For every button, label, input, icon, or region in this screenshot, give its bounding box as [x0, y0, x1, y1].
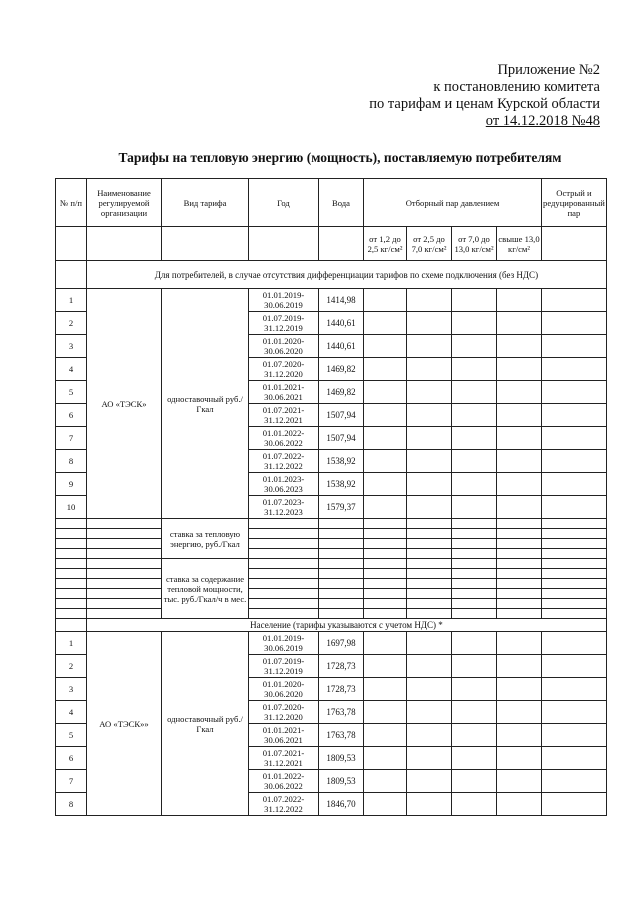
empty-cell [87, 579, 162, 589]
empty-cell [407, 450, 452, 473]
empty-cell [407, 539, 452, 549]
empty-cell [407, 381, 452, 404]
committee-name: по тарифам и ценам Курской области [369, 96, 600, 112]
subheader-empty [56, 227, 87, 261]
empty-cell [452, 450, 497, 473]
empty-cell [452, 747, 497, 770]
empty-cell [249, 519, 319, 529]
empty-cell [319, 539, 364, 549]
empty-cell [407, 427, 452, 450]
empty-cell [452, 559, 497, 569]
empty-cell [497, 529, 542, 539]
empty-cell [407, 589, 452, 599]
tariff-type: одноставочный руб./Гкал [162, 632, 249, 816]
empty-cell [364, 770, 407, 793]
empty-cell [497, 724, 542, 747]
col-header-year: Год [249, 179, 319, 227]
empty-cell [319, 579, 364, 589]
empty-cell [56, 569, 87, 579]
empty-cell [452, 529, 497, 539]
row-number: 7 [56, 770, 87, 793]
period: 01.01.2022-30.06.2022 [249, 427, 319, 450]
row-number: 5 [56, 381, 87, 404]
row-number: 8 [56, 793, 87, 816]
empty-cell [249, 559, 319, 569]
empty-cell [497, 450, 542, 473]
table-row [56, 589, 607, 599]
empty-cell [407, 724, 452, 747]
empty-cell [364, 589, 407, 599]
empty-cell [497, 770, 542, 793]
empty-cell [452, 358, 497, 381]
empty-cell [364, 289, 407, 312]
empty-cell [364, 793, 407, 816]
empty-cell [407, 655, 452, 678]
empty-cell [452, 312, 497, 335]
water-value: 1728,73 [319, 678, 364, 701]
empty-cell [364, 609, 407, 619]
empty-cell [542, 312, 607, 335]
empty-cell [407, 473, 452, 496]
empty-cell [407, 289, 452, 312]
table-row [56, 632, 607, 655]
resolution-ref: к постановлению комитета [433, 79, 600, 95]
empty-cell [56, 519, 87, 529]
empty-cell [364, 632, 407, 655]
row-number: 2 [56, 312, 87, 335]
table-row [56, 609, 607, 619]
empty-cell [319, 519, 364, 529]
empty-cell [56, 579, 87, 589]
table-row [56, 519, 607, 529]
empty-cell [319, 569, 364, 579]
empty-cell [364, 747, 407, 770]
empty-cell [542, 427, 607, 450]
empty-cell [452, 404, 497, 427]
empty-cell [497, 599, 542, 609]
empty-cell [249, 529, 319, 539]
empty-cell [249, 549, 319, 559]
empty-cell [407, 335, 452, 358]
document-header [300, 62, 600, 130]
appendix-label: Приложение №2 [497, 62, 600, 78]
org-name: АО «ТЭСК» [87, 289, 162, 519]
period: 01.07.2020-31.12.2020 [249, 358, 319, 381]
empty-cell [542, 559, 607, 569]
empty-cell [249, 589, 319, 599]
subheader-empty [87, 227, 162, 261]
empty-cell [364, 559, 407, 569]
empty-cell [319, 529, 364, 539]
col-header-steam: Отборный пар давлением [364, 179, 542, 227]
empty-cell [407, 579, 452, 589]
section-num-empty [56, 261, 87, 289]
empty-cell [407, 569, 452, 579]
empty-cell [249, 539, 319, 549]
col-header-water: Вода [319, 179, 364, 227]
empty-cell [407, 678, 452, 701]
empty-cell [542, 335, 607, 358]
empty-cell [407, 770, 452, 793]
resolution-date: от 14.12.2018 №48 [485, 113, 600, 129]
empty-cell [497, 559, 542, 569]
empty-cell [452, 589, 497, 599]
empty-cell [407, 701, 452, 724]
empty-cell [56, 529, 87, 539]
empty-cell [364, 496, 407, 519]
period: 01.01.2021-30.06.2021 [249, 381, 319, 404]
empty-cell [497, 632, 542, 655]
rate-capacity-label: ставка за содержание тепловой мощности, тыс. руб./Гкал/ч в мес. [162, 559, 249, 619]
empty-cell [497, 579, 542, 589]
empty-cell [364, 539, 407, 549]
empty-cell [542, 473, 607, 496]
empty-cell [542, 289, 607, 312]
table-row [56, 569, 607, 579]
empty-cell [542, 655, 607, 678]
empty-cell [249, 609, 319, 619]
empty-cell [452, 549, 497, 559]
row-number: 4 [56, 701, 87, 724]
empty-cell [407, 312, 452, 335]
empty-cell [87, 549, 162, 559]
empty-cell [542, 770, 607, 793]
col-header-org: Наименование регулируемой организации [87, 179, 162, 227]
col-header-live-steam: Острый и редуцированный пар [542, 179, 607, 227]
col-header-tariff-type: Вид тарифа [162, 179, 249, 227]
empty-cell [87, 569, 162, 579]
water-value: 1579,37 [319, 496, 364, 519]
empty-cell [364, 569, 407, 579]
empty-cell [364, 701, 407, 724]
tariff-type: одноставочный руб./Гкал [162, 289, 249, 519]
subheader-empty [319, 227, 364, 261]
empty-cell [56, 589, 87, 599]
empty-cell [497, 312, 542, 335]
empty-cell [452, 655, 497, 678]
empty-cell [497, 289, 542, 312]
empty-cell [542, 579, 607, 589]
empty-cell [364, 312, 407, 335]
empty-cell [452, 632, 497, 655]
water-value: 1763,78 [319, 701, 364, 724]
table-row [56, 529, 607, 539]
empty-cell [542, 701, 607, 724]
empty-cell [497, 549, 542, 559]
row-number: 1 [56, 289, 87, 312]
empty-cell [364, 724, 407, 747]
empty-cell [497, 473, 542, 496]
empty-cell [319, 609, 364, 619]
empty-cell [542, 529, 607, 539]
empty-cell [542, 358, 607, 381]
empty-cell [452, 579, 497, 589]
water-value: 1763,78 [319, 724, 364, 747]
section-num-empty [56, 619, 87, 632]
empty-cell [407, 358, 452, 381]
water-value: 1469,82 [319, 381, 364, 404]
empty-cell [452, 473, 497, 496]
empty-cell [407, 404, 452, 427]
water-value: 1809,53 [319, 770, 364, 793]
period: 01.01.2019-30.06.2019 [249, 289, 319, 312]
water-value: 1809,53 [319, 747, 364, 770]
empty-cell [452, 609, 497, 619]
empty-cell [364, 450, 407, 473]
empty-cell [497, 404, 542, 427]
empty-cell [497, 609, 542, 619]
empty-cell [407, 529, 452, 539]
empty-cell [542, 539, 607, 549]
water-value: 1728,73 [319, 655, 364, 678]
empty-cell [249, 579, 319, 589]
empty-cell [364, 404, 407, 427]
row-number: 5 [56, 724, 87, 747]
empty-cell [364, 678, 407, 701]
empty-cell [497, 589, 542, 599]
empty-cell [319, 549, 364, 559]
empty-cell [497, 655, 542, 678]
table-row [56, 539, 607, 549]
period: 01.07.2020-31.12.2020 [249, 701, 319, 724]
empty-cell [452, 569, 497, 579]
section2-heading: Население (тарифы указываются с учетом НДС) * [87, 619, 607, 632]
empty-cell [497, 358, 542, 381]
water-value: 1538,92 [319, 473, 364, 496]
row-number: 9 [56, 473, 87, 496]
empty-cell [249, 599, 319, 609]
empty-cell [407, 793, 452, 816]
water-value: 1538,92 [319, 450, 364, 473]
period: 01.07.2023-31.12.2023 [249, 496, 319, 519]
page-title: Тарифы на тепловую энергию (мощность), поставляемую потребителям [118, 150, 562, 165]
empty-cell [407, 559, 452, 569]
empty-cell [452, 599, 497, 609]
period: 01.07.2019-31.12.2019 [249, 312, 319, 335]
org-name: АО «ТЭСК»» [87, 632, 162, 816]
col-header-num: № п/п [56, 179, 87, 227]
empty-cell [542, 747, 607, 770]
table-row [56, 579, 607, 589]
empty-cell [87, 529, 162, 539]
empty-cell [87, 599, 162, 609]
table-row [56, 599, 607, 609]
row-number: 3 [56, 335, 87, 358]
empty-cell [452, 793, 497, 816]
empty-cell [542, 381, 607, 404]
water-value: 1469,82 [319, 358, 364, 381]
rate-energy-label: ставка за тепловую энергию, руб./Гкал [162, 519, 249, 559]
empty-cell [542, 678, 607, 701]
empty-cell [497, 381, 542, 404]
empty-cell [497, 793, 542, 816]
period: 01.07.2019-31.12.2019 [249, 655, 319, 678]
empty-cell [364, 655, 407, 678]
empty-cell [319, 559, 364, 569]
period: 01.07.2021-31.12.2021 [249, 404, 319, 427]
empty-cell [452, 724, 497, 747]
water-value: 1440,61 [319, 312, 364, 335]
empty-cell [87, 589, 162, 599]
empty-cell [407, 549, 452, 559]
period: 01.07.2022-31.12.2022 [249, 793, 319, 816]
empty-cell [452, 496, 497, 519]
empty-cell [87, 559, 162, 569]
empty-cell [407, 609, 452, 619]
empty-cell [364, 519, 407, 529]
empty-cell [542, 549, 607, 559]
empty-cell [452, 539, 497, 549]
empty-cell [87, 539, 162, 549]
empty-cell [407, 519, 452, 529]
subheader-empty [162, 227, 249, 261]
row-number: 7 [56, 427, 87, 450]
section1-heading: Для потребителей, в случае отсутствия дифференциации тарифов по схеме подключения (без НДС) [87, 261, 607, 289]
row-number: 4 [56, 358, 87, 381]
empty-cell [497, 427, 542, 450]
table-row [56, 549, 607, 559]
empty-cell [407, 747, 452, 770]
empty-cell [364, 599, 407, 609]
tariff-table [55, 178, 607, 816]
water-value: 1414,98 [319, 289, 364, 312]
empty-cell [452, 427, 497, 450]
empty-cell [407, 496, 452, 519]
water-value: 1507,94 [319, 404, 364, 427]
empty-cell [497, 747, 542, 770]
empty-cell [56, 539, 87, 549]
empty-cell [497, 569, 542, 579]
empty-cell [542, 569, 607, 579]
empty-cell [364, 427, 407, 450]
water-value: 1697,98 [319, 632, 364, 655]
water-value: 1846,70 [319, 793, 364, 816]
empty-cell [87, 609, 162, 619]
row-number: 3 [56, 678, 87, 701]
period: 01.01.2021-30.06.2021 [249, 724, 319, 747]
empty-cell [497, 539, 542, 549]
empty-cell [364, 473, 407, 496]
water-value: 1507,94 [319, 427, 364, 450]
empty-cell [542, 793, 607, 816]
empty-cell [542, 519, 607, 529]
row-number: 10 [56, 496, 87, 519]
empty-cell [364, 358, 407, 381]
empty-cell [497, 335, 542, 358]
row-number: 2 [56, 655, 87, 678]
empty-cell [452, 678, 497, 701]
empty-cell [364, 529, 407, 539]
period: 01.07.2021-31.12.2021 [249, 747, 319, 770]
empty-cell [497, 519, 542, 529]
empty-cell [319, 599, 364, 609]
col-header-steam-4: свыше 13,0 кг/см² [497, 227, 542, 261]
period: 01.01.2022-30.06.2022 [249, 770, 319, 793]
empty-cell [497, 701, 542, 724]
empty-cell [542, 609, 607, 619]
empty-cell [452, 335, 497, 358]
empty-cell [542, 496, 607, 519]
col-header-steam-3: от 7,0 до 13,0 кг/см² [452, 227, 497, 261]
period: 01.01.2023-30.06.2023 [249, 473, 319, 496]
empty-cell [452, 381, 497, 404]
period: 01.01.2020-30.06.2020 [249, 335, 319, 358]
col-header-steam-2: от 2,5 до 7,0 кг/см² [407, 227, 452, 261]
empty-cell [87, 519, 162, 529]
empty-cell [542, 724, 607, 747]
empty-cell [56, 609, 87, 619]
empty-cell [56, 549, 87, 559]
empty-cell [497, 678, 542, 701]
subheader-empty [542, 227, 607, 261]
row-number: 8 [56, 450, 87, 473]
row-number: 6 [56, 404, 87, 427]
empty-cell [497, 496, 542, 519]
empty-cell [542, 632, 607, 655]
empty-cell [542, 589, 607, 599]
empty-cell [56, 599, 87, 609]
empty-cell [364, 579, 407, 589]
empty-cell [542, 450, 607, 473]
empty-cell [452, 519, 497, 529]
col-header-steam-1: от 1,2 до 2,5 кг/см² [364, 227, 407, 261]
row-number: 6 [56, 747, 87, 770]
subheader-empty [249, 227, 319, 261]
empty-cell [319, 589, 364, 599]
table-row [56, 619, 607, 632]
row-number: 1 [56, 632, 87, 655]
empty-cell [452, 770, 497, 793]
period: 01.01.2020-30.06.2020 [249, 678, 319, 701]
period: 01.07.2022-31.12.2022 [249, 450, 319, 473]
empty-cell [407, 599, 452, 609]
empty-cell [249, 569, 319, 579]
empty-cell [542, 404, 607, 427]
empty-cell [452, 289, 497, 312]
empty-cell [364, 549, 407, 559]
empty-cell [452, 701, 497, 724]
water-value: 1440,61 [319, 335, 364, 358]
empty-cell [364, 381, 407, 404]
table-row [56, 289, 607, 312]
period: 01.01.2019-30.06.2019 [249, 632, 319, 655]
table-row [56, 559, 607, 569]
empty-cell [56, 559, 87, 569]
empty-cell [407, 632, 452, 655]
empty-cell [364, 335, 407, 358]
empty-cell [542, 599, 607, 609]
